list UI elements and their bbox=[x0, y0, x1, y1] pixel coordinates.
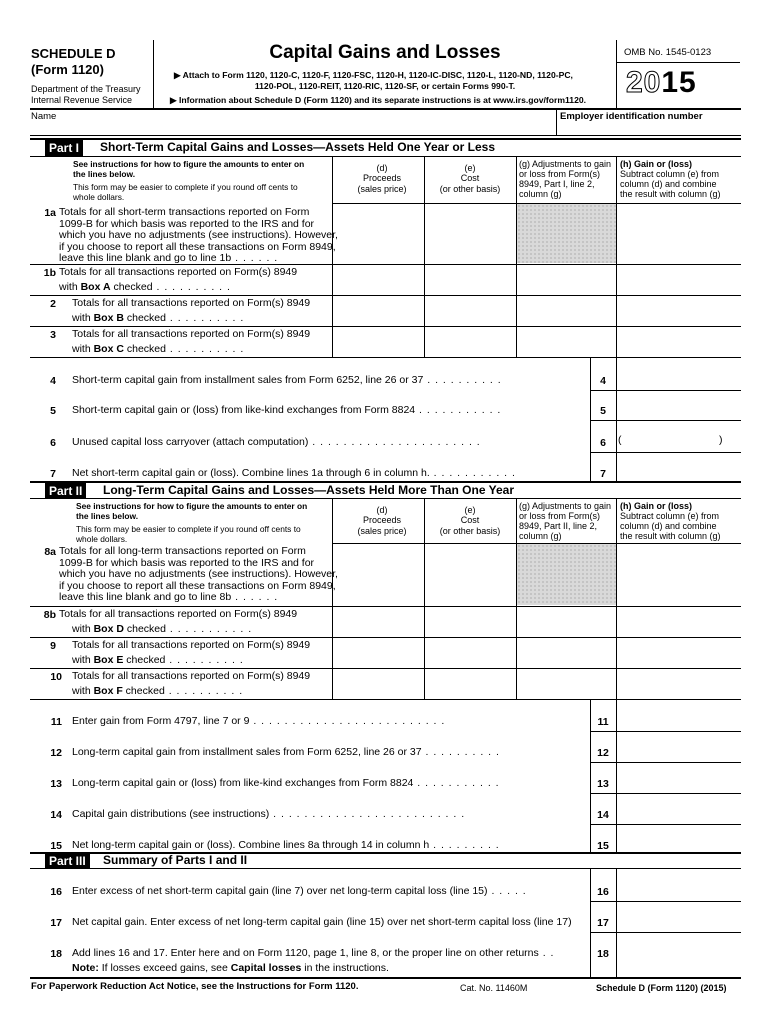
line-6-paren-close: ) bbox=[719, 434, 723, 446]
p2-col-h-1: (h) Gain or (loss) bbox=[620, 501, 692, 511]
line-2-text-1: Totals for all transactions reported on Form(s) 8949 bbox=[72, 297, 311, 309]
line-1b-text-1: Totals for all transactions reported on Form(s) 8949 bbox=[59, 266, 298, 278]
line-8b-col-d[interactable] bbox=[334, 608, 422, 635]
line-9-num: 9 bbox=[50, 640, 56, 652]
col-g-3: 8949, Part I, line 2, bbox=[519, 179, 595, 189]
line-5-desc bbox=[72, 405, 501, 417]
line-12-box-num: 12 bbox=[597, 747, 609, 759]
line-17-amount[interactable] bbox=[618, 912, 738, 932]
line-8b-col-h[interactable] bbox=[618, 608, 738, 635]
line-8a-text-5: leave this line blank and go to line 8b bbox=[59, 591, 232, 604]
line-11-text: Enter gain from Form 4797, line 7 or 9 bbox=[72, 715, 250, 727]
line-10-col-e[interactable] bbox=[426, 670, 514, 697]
line-12-amount[interactable] bbox=[618, 742, 738, 762]
line-9-leader: . . . . . . . . . . bbox=[165, 653, 244, 666]
line-8a-text-4: if you choose to report all these transactions on Form 8949, bbox=[59, 579, 336, 592]
line-11-num: 11 bbox=[50, 716, 62, 728]
line-1a-col-h[interactable] bbox=[618, 205, 738, 262]
line-1a-text-2: 1099-B for which basis was reported to the IRS and for bbox=[59, 217, 315, 230]
dept-label: Department of the Treasury bbox=[31, 84, 141, 94]
line-8b-box: Box D bbox=[93, 622, 124, 635]
line-15-num: 15 bbox=[50, 840, 62, 852]
schedule-label: SCHEDULE D bbox=[31, 46, 116, 61]
p2-instr-line-2: the lines below. bbox=[76, 511, 139, 521]
line-13-amount[interactable] bbox=[618, 773, 738, 793]
line-1a-text-4: if you choose to report all these transactions on Form 8949, bbox=[59, 240, 336, 253]
line-3-col-e[interactable] bbox=[426, 328, 514, 355]
p2-col-d-label: Proceeds bbox=[362, 515, 402, 525]
line-2-box: Box B bbox=[93, 311, 124, 324]
line-3-num: 3 bbox=[50, 329, 56, 341]
line-1b-checked: checked bbox=[110, 280, 153, 293]
omb-number: OMB No. 1545-0123 bbox=[624, 47, 712, 58]
line-13-text: Long-term capital gain or (loss) from like-kind exchanges from Form 8824 bbox=[72, 777, 414, 789]
line-1b-box: Box A bbox=[80, 280, 111, 293]
part2-title: Long-Term Capital Gains and Losses—Assets Held More Than One Year bbox=[103, 483, 514, 497]
line-14-leader: . . . . . . . . . . . . . . . . . . . . . . . . . bbox=[269, 808, 466, 820]
line-9-checked: checked bbox=[123, 653, 166, 666]
line-1b-col-d[interactable] bbox=[334, 266, 422, 293]
line-8b-col-e[interactable] bbox=[426, 608, 514, 635]
line-9-desc bbox=[72, 640, 310, 666]
line-4-leader: . . . . . . . . . . bbox=[423, 374, 502, 386]
line-7-box-num: 7 bbox=[600, 468, 606, 480]
line-6-amount[interactable] bbox=[624, 432, 716, 450]
line-4-amount[interactable] bbox=[618, 370, 738, 390]
line-10-col-d[interactable] bbox=[334, 670, 422, 697]
line-13-num: 13 bbox=[50, 778, 62, 790]
line-18-text: Add lines 16 and 17. Enter here and on Form 1120, page 1, line 8, or the proper line on other returns bbox=[72, 947, 539, 959]
line-15-box-num: 15 bbox=[597, 840, 609, 852]
line-1a-desc bbox=[59, 207, 338, 265]
form-label: (Form 1120) bbox=[31, 62, 104, 77]
note-text-c: in the instructions. bbox=[301, 962, 389, 974]
line-2-num: 2 bbox=[50, 298, 56, 310]
p2-col-g-3: 8949, Part II, line 2, bbox=[519, 521, 598, 531]
line-8b-num: 8b bbox=[43, 609, 56, 621]
p2-col-h-2: Subtract column (e) from bbox=[620, 511, 720, 521]
line-3-desc bbox=[72, 329, 310, 355]
line-7-leader: . . . . . . . . . . . bbox=[429, 467, 516, 479]
line-2-desc bbox=[72, 298, 310, 324]
line-2-with: with bbox=[72, 311, 94, 324]
line-8b-leader: . . . . . . . . . . . bbox=[165, 622, 253, 635]
line-7-desc bbox=[72, 468, 516, 480]
line-13-leader: . . . . . . . . . . . bbox=[413, 777, 500, 789]
line-7-num: 7 bbox=[50, 468, 56, 480]
line-16-leader: . . . . . bbox=[487, 885, 527, 897]
tax-year-solid: 15 bbox=[661, 66, 697, 99]
line-10-col-h[interactable] bbox=[618, 670, 738, 697]
line-10-box: Box F bbox=[93, 684, 123, 697]
line-16-amount[interactable] bbox=[618, 881, 738, 901]
line-8a-num: 8a bbox=[44, 546, 56, 558]
p2-col-d-sub: (sales price) bbox=[357, 526, 407, 536]
line-5-amount[interactable] bbox=[618, 400, 738, 420]
col-d-letter: (d) bbox=[376, 163, 388, 173]
instr-line-1: See instructions for how to figure the amounts to enter on bbox=[73, 159, 305, 169]
col-h-4: the result with column (g) bbox=[620, 189, 721, 199]
p2-easier-line-2: whole dollars. bbox=[76, 534, 128, 544]
line-15-leader: . . . . . . . . . bbox=[429, 839, 500, 851]
line-14-box-num: 14 bbox=[597, 809, 609, 821]
col-e-letter: (e) bbox=[464, 163, 476, 173]
line-1a-text-1: Totals for all short-term transactions reported on Form bbox=[59, 206, 310, 218]
line-8b-with: with bbox=[72, 622, 94, 635]
line-6-box-num: 6 bbox=[600, 437, 606, 449]
line-7-amount[interactable] bbox=[618, 462, 738, 481]
easier-line-1: This form may be easier to complete if you round off cents to bbox=[73, 182, 298, 192]
line-12-text: Long-term capital gain from installment sales from Form 6252, line 26 or 37 bbox=[72, 746, 422, 758]
line-13-box-num: 13 bbox=[597, 778, 609, 790]
line-14-text: Capital gain distributions (see instructions) bbox=[72, 808, 270, 820]
line-8b-text-1: Totals for all transactions reported on Form(s) 8949 bbox=[59, 608, 298, 620]
line-18-num: 18 bbox=[50, 948, 62, 960]
line-3-leader: . . . . . . . . . . bbox=[165, 342, 245, 355]
line-6-num: 6 bbox=[50, 437, 56, 449]
p2-col-h-4: the result with column (g) bbox=[620, 531, 721, 541]
line-6-paren-open: ( bbox=[618, 434, 622, 446]
attach-line-2: 1120-POL, 1120-REIT, 1120-RIC, 1120-SF, or certain Forms 990-T. bbox=[254, 81, 516, 91]
line-15-amount[interactable] bbox=[618, 834, 738, 852]
line-8a-desc bbox=[59, 546, 338, 604]
tax-year bbox=[626, 66, 697, 100]
p2-col-e-letter: (e) bbox=[464, 505, 476, 515]
line-2-col-h[interactable] bbox=[618, 297, 738, 324]
part3-label: Part III bbox=[45, 853, 90, 869]
line-15-desc bbox=[72, 840, 500, 852]
name-label: Name bbox=[31, 111, 57, 122]
line-1b-col-e[interactable] bbox=[426, 266, 514, 293]
p2-col-g-4: column (g) bbox=[519, 531, 562, 541]
line-10-checked: checked bbox=[122, 684, 165, 697]
p2-col-g-1: (g) Adjustments to gain bbox=[519, 501, 612, 511]
col-e-label: Cost bbox=[460, 173, 480, 183]
line-16-desc bbox=[72, 886, 527, 898]
col-g-1: (g) Adjustments to gain bbox=[519, 159, 612, 169]
line-2-col-g[interactable] bbox=[518, 297, 614, 324]
part3-title: Summary of Parts I and II bbox=[103, 853, 248, 867]
line-3-col-h[interactable] bbox=[618, 328, 738, 355]
line-1a-col-e[interactable] bbox=[426, 205, 514, 262]
line-14-num: 14 bbox=[50, 809, 62, 821]
line-12-desc bbox=[72, 747, 500, 759]
line-4-text: Short-term capital gain from installment sales from Form 6252, line 26 or 37 bbox=[72, 374, 424, 386]
line-4-num: 4 bbox=[50, 375, 56, 387]
line-12-num: 12 bbox=[50, 747, 62, 759]
line-18-note bbox=[72, 963, 389, 975]
tax-year-outline: 20 bbox=[626, 66, 662, 99]
line-18-box-num: 18 bbox=[597, 948, 609, 960]
line-1b-with: with bbox=[59, 280, 81, 293]
line-2-checked: checked bbox=[123, 311, 166, 324]
line-11-leader: . . . . . . . . . . . . . . . . . . . . . . . . . bbox=[249, 715, 446, 727]
line-9-col-e[interactable] bbox=[426, 639, 514, 666]
col-h-2: Subtract column (e) from bbox=[620, 169, 720, 179]
line-10-leader: . . . . . . . . . . bbox=[164, 684, 244, 697]
line-14-amount[interactable] bbox=[618, 804, 738, 824]
line-1a-num: 1a bbox=[44, 207, 56, 219]
line-6-leader: . . . . . . . . . . . . . . . . . . . . . . bbox=[308, 436, 481, 448]
line-6-desc bbox=[72, 437, 481, 449]
line-8a-col-d[interactable] bbox=[334, 545, 422, 604]
line-17-text: Net capital gain. Enter excess of net long-term capital gain (line 15) over net short-term capital loss (line 17) bbox=[72, 916, 572, 928]
line-15-text: Net long-term capital gain or (loss). Combine lines 8a through 14 in column h bbox=[72, 839, 430, 851]
line-13-desc bbox=[72, 778, 500, 790]
line-8b-checked: checked bbox=[123, 622, 166, 635]
line-9-col-d[interactable] bbox=[334, 639, 422, 666]
line-18-desc bbox=[72, 948, 554, 960]
line-10-col-g[interactable] bbox=[518, 670, 614, 697]
line-5-num: 5 bbox=[50, 405, 56, 417]
line-6-text: Unused capital loss carryover (attach computation) bbox=[72, 436, 309, 448]
line-14-desc bbox=[72, 809, 465, 821]
line-9-with: with bbox=[72, 653, 94, 666]
instr-line-2: the lines below. bbox=[73, 169, 136, 179]
line-10-num: 10 bbox=[50, 671, 62, 683]
line-11-desc bbox=[72, 716, 445, 728]
p2-col-g-2: or loss from Form(s) bbox=[519, 511, 600, 521]
line-8a-text-1: Totals for all long-term transactions reported on Form bbox=[59, 545, 306, 557]
line-2-col-d[interactable] bbox=[334, 297, 422, 324]
line-3-checked: checked bbox=[123, 342, 166, 355]
col-d-sub: (sales price) bbox=[357, 184, 407, 194]
line-3-text-1: Totals for all transactions reported on Form(s) 8949 bbox=[72, 328, 311, 340]
part1-title: Short-Term Capital Gains and Losses—Assets Held One Year or Less bbox=[100, 140, 496, 154]
line-9-col-g[interactable] bbox=[518, 639, 614, 666]
line-8a-leader: . . . . . . bbox=[231, 591, 279, 604]
line-4-box-num: 4 bbox=[600, 375, 606, 387]
p2-col-h-3: column (d) and combine bbox=[620, 521, 717, 531]
easier-line-2: whole dollars. bbox=[73, 192, 125, 202]
line-8a-col-e[interactable] bbox=[426, 545, 514, 604]
line-9-box: Box E bbox=[93, 653, 124, 666]
part1-label: Part I bbox=[45, 140, 83, 156]
line-16-num: 16 bbox=[50, 886, 62, 898]
col-h-1: (h) Gain or (loss) bbox=[620, 159, 692, 169]
col-g-2: or loss from Form(s) bbox=[519, 169, 600, 179]
line-8b-col-g[interactable] bbox=[518, 608, 614, 635]
line-11-box-num: 11 bbox=[597, 716, 609, 728]
line-5-text: Short-term capital gain or (loss) from like-kind exchanges from Form 8824 bbox=[72, 404, 416, 416]
line-17-box-num: 17 bbox=[597, 917, 609, 929]
line-1b-col-h[interactable] bbox=[618, 266, 738, 293]
line-1a-text-3: which you have no adjustments (see instructions). However, bbox=[59, 229, 338, 242]
line-10-desc bbox=[72, 671, 310, 697]
form-title: Capital Gains and Losses bbox=[269, 42, 501, 63]
line-2-leader: . . . . . . . . . . bbox=[165, 311, 245, 324]
line-1b-desc bbox=[59, 267, 297, 293]
line-12-leader: . . . . . . . . . . bbox=[421, 746, 500, 758]
line-8a-col-h[interactable] bbox=[618, 545, 738, 604]
line-16-box-num: 16 bbox=[597, 886, 609, 898]
paperwork-notice: For Paperwork Reduction Act Notice, see the Instructions for Form 1120. bbox=[31, 981, 359, 992]
name-field[interactable] bbox=[34, 122, 550, 134]
line-11-amount[interactable] bbox=[618, 711, 738, 731]
line-1a-col-d[interactable] bbox=[334, 205, 422, 262]
line-8a-text-3: which you have no adjustments (see instructions). However, bbox=[59, 568, 338, 581]
line-5-leader: . . . . . . . . . . . bbox=[415, 404, 502, 416]
col-e-sub: (or other basis) bbox=[439, 184, 501, 194]
line-2-col-e[interactable] bbox=[426, 297, 514, 324]
line-18-leader: . . bbox=[538, 947, 555, 959]
line-4-desc bbox=[72, 375, 502, 387]
line-3-col-d[interactable] bbox=[334, 328, 422, 355]
col-h-3: column (d) and combine bbox=[620, 179, 717, 189]
line-10-with: with bbox=[72, 684, 94, 697]
ein-field[interactable] bbox=[560, 122, 738, 134]
line-17-desc bbox=[72, 917, 572, 929]
note-capital-losses: Capital losses bbox=[230, 962, 302, 974]
footer-form-id: Schedule D (Form 1120) (2015) bbox=[596, 983, 727, 993]
line-3-box: Box C bbox=[93, 342, 124, 355]
shaded-cell-1a bbox=[517, 204, 616, 263]
line-8b-desc bbox=[59, 609, 297, 635]
line-3-with: with bbox=[72, 342, 94, 355]
part2-label: Part II bbox=[45, 483, 86, 499]
line-1b-col-g[interactable] bbox=[518, 266, 614, 293]
info-line: ▶ Information about Schedule D (Form 1120) and its separate instructions is at www.irs.gov/form1120. bbox=[170, 95, 587, 105]
col-d-label: Proceeds bbox=[362, 173, 402, 183]
shaded-cell-8a bbox=[517, 544, 616, 605]
col-g-4: column (g) bbox=[519, 189, 562, 199]
p2-col-e-sub: (or other basis) bbox=[439, 526, 501, 536]
line-18-amount[interactable] bbox=[618, 943, 738, 963]
line-1b-leader: . . . . . . . . . . bbox=[152, 280, 231, 293]
line-17-num: 17 bbox=[50, 917, 62, 929]
line-16-text: Enter excess of net short-term capital gain (line 7) over net long-term capital loss (line 15) bbox=[72, 885, 488, 897]
line-1a-text-5: leave this line blank and go to line 1b bbox=[59, 252, 232, 265]
attach-line-1: ▶ Attach to Form 1120, 1120-C, 1120-F, 1120-FSC, 1120-H, 1120-IC-DISC, 1120-L, 1120-ND, 1120-PC, bbox=[174, 70, 573, 80]
p2-easier-line-1: This form may be easier to complete if you round off cents to bbox=[76, 524, 301, 534]
line-7-text: Net short-term capital gain or (loss). Combine lines 1a through 6 in column h. bbox=[72, 467, 430, 479]
line-9-col-h[interactable] bbox=[618, 639, 738, 666]
line-5-box-num: 5 bbox=[600, 405, 606, 417]
line-3-col-g[interactable] bbox=[518, 328, 614, 355]
line-1a-leader: . . . . . . bbox=[231, 252, 279, 265]
cat-number: Cat. No. 11460M bbox=[460, 983, 528, 993]
line-10-text-1: Totals for all transactions reported on Form(s) 8949 bbox=[72, 670, 311, 682]
line-9-text-1: Totals for all transactions reported on Form(s) 8949 bbox=[72, 639, 311, 651]
line-1b-num: 1b bbox=[43, 267, 56, 279]
note-text-a: If losses exceed gains, see bbox=[98, 962, 231, 974]
ein-label: Employer identification number bbox=[560, 111, 703, 122]
p2-col-d-letter: (d) bbox=[376, 505, 388, 515]
p2-col-e-label: Cost bbox=[460, 515, 480, 525]
note-label: Note: bbox=[72, 962, 99, 974]
p2-instr-line-1: See instructions for how to figure the amounts to enter on bbox=[76, 501, 308, 511]
irs-label: Internal Revenue Service bbox=[31, 95, 133, 105]
line-8a-text-2: 1099-B for which basis was reported to the IRS and for bbox=[59, 556, 315, 569]
